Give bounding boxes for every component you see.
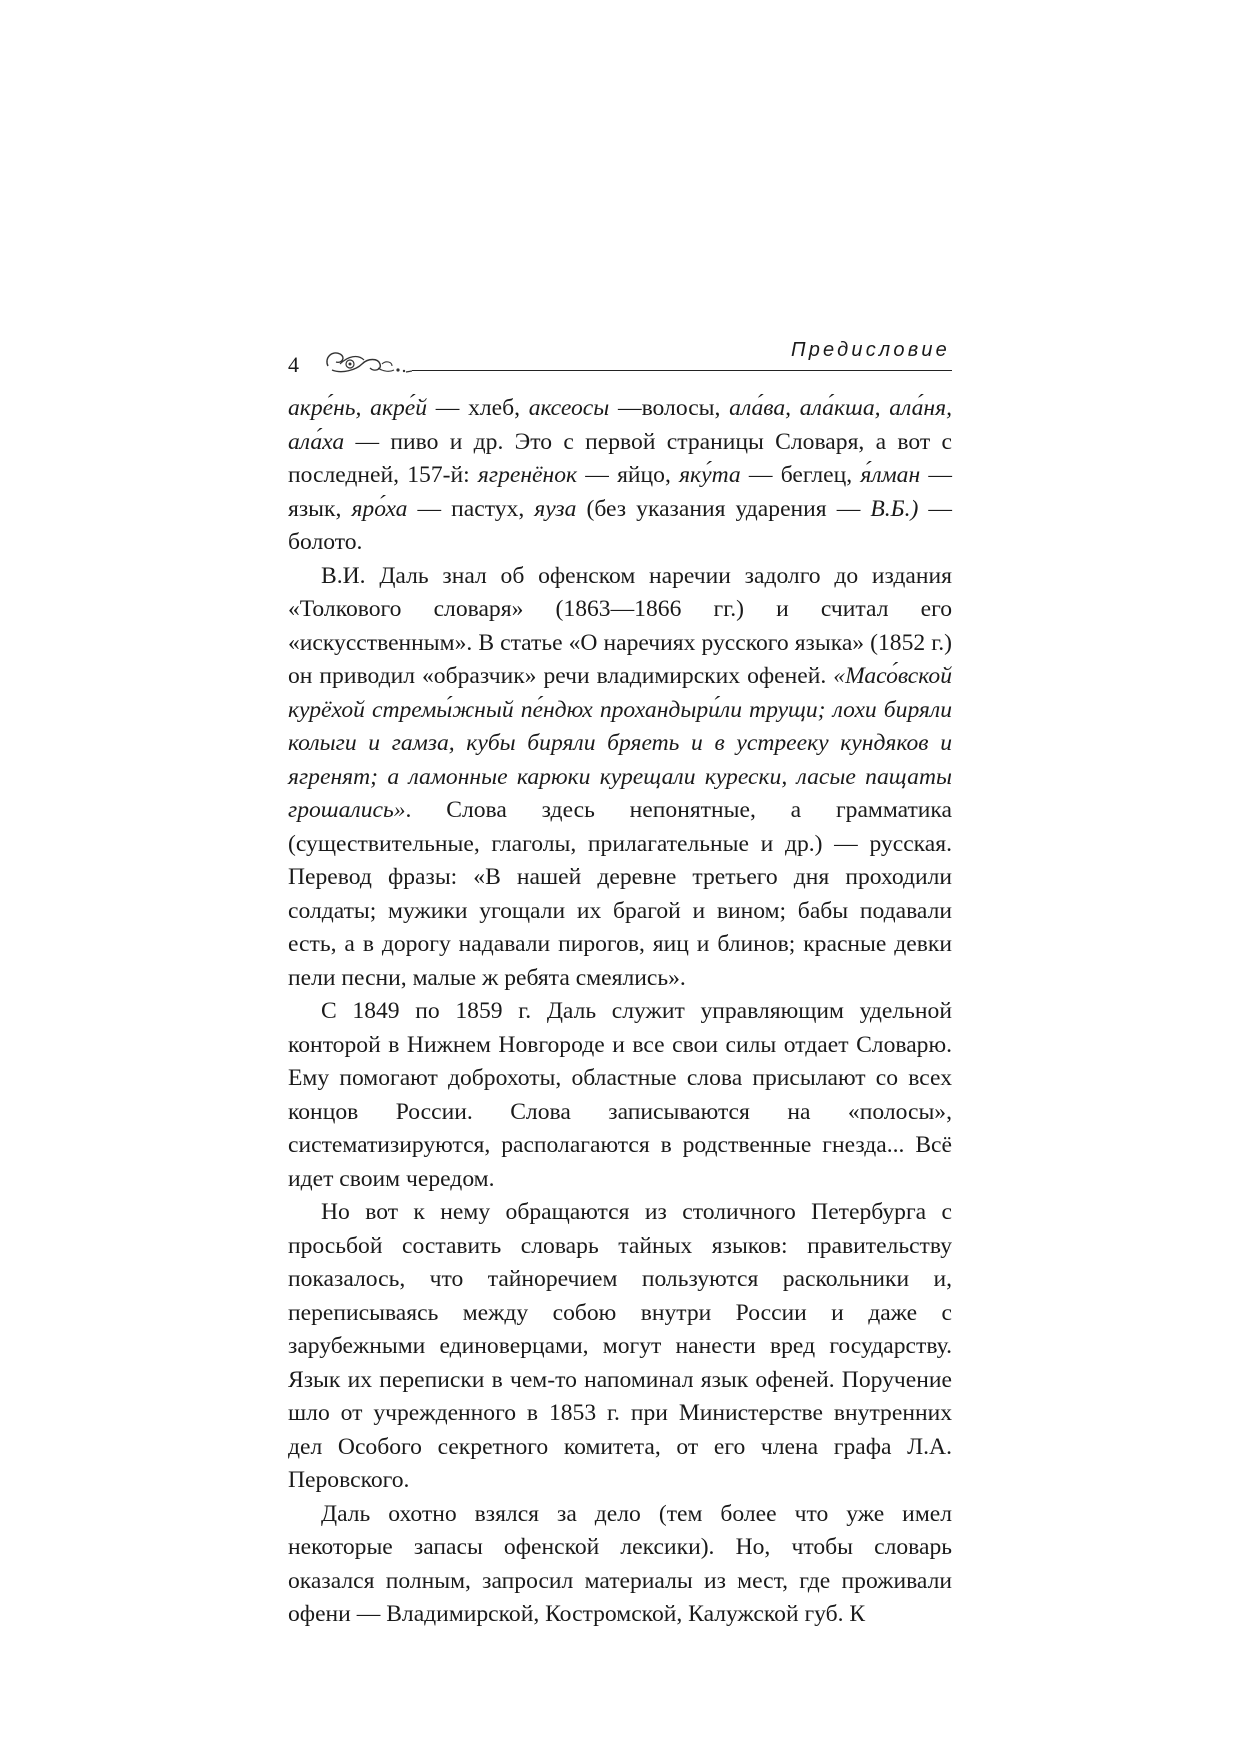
italic-text: «Масо́вской курёхой стремы́жный пе́ндюх прохандыри́ли трущи; лохи биряли колыги и гамза, кубы биряли бряеть и в устрееку кундяков и ягренят; а ламонные карюки курещали курески, ласые пащаты грошались»: [288, 663, 952, 823]
italic-text: аксеосы: [528, 395, 610, 421]
text-run: Но вот к нему обращаются из столичного Петербурга с просьбой составить словарь тайных языков: правительству показалось, что тайноречием пользуются раскольники и, переписываясь между собою внутри России и даже с зарубежными единоверцами, могут нанести вред государству. Язык их переписки в чем-то напоминал язык офеней. Поручение шло от учрежденного в 1853 г. при Министерстве внутренних дел Особого секретного комитета, от его члена графа Л.А. Перовского.: [288, 1199, 952, 1493]
italic-text: яро́ха: [351, 495, 408, 522]
paragraph: [288, 392, 952, 560]
text-run: — беглец,: [740, 462, 861, 488]
italic-text: яку́та: [679, 462, 741, 488]
text-run: Даль охотно взялся за дело (тем более что уже имел некоторые запасы офенской лексики). Но, чтобы словарь оказался полным, запросил материалы из мест, где проживали офени — Владимирской, Костромской, Калужской губ. К: [288, 1500, 952, 1627]
header-rule: [412, 370, 952, 371]
italic-text: яуза: [534, 495, 577, 522]
text-run: —волосы,: [609, 395, 730, 421]
page-header: [288, 338, 952, 378]
italic-text: акре́нь, акре́й: [288, 395, 428, 421]
running-title: Предисловие: [791, 339, 950, 361]
text-run: — пиво и др. Это с первой страницы Словаря, а вот с последней, 157-й:: [288, 428, 952, 488]
paragraph: [288, 1196, 952, 1498]
text-run: — язык,: [288, 462, 952, 522]
text-run: (без указания ударения —: [576, 495, 871, 522]
text-run: . Слова здесь непонятные, а грамматика (существительные, глаголы, прилагательные и др.) — русская. Перевод фразы: «В нашей деревне третьего дня проходили солдаты; мужики угощали их брагой и вином; бабы подавали есть, а в дорогу надавали пирогов, яиц и блинов; красные девки пели песни, малые ж ребята смеялись».: [288, 797, 952, 991]
text-run: — яйцо,: [577, 462, 680, 488]
body-text: [288, 392, 952, 1632]
text-run: — хлеб,: [427, 395, 529, 421]
page-number: 4: [288, 352, 299, 377]
paragraph: [288, 995, 952, 1196]
italic-text: ягренёнок: [477, 462, 578, 488]
italic-text: В.Б.): [870, 495, 919, 522]
floral-flourish-icon: [322, 344, 412, 378]
italic-text: я́лман: [860, 462, 921, 488]
text-run: В.И. Даль знал об офенском наречии задолго до издания «Толкового словаря» (1863—1866 гг.) и считал его «искусственным». В статье «О наречиях русского языка» (1852 г.) он приводил «образчик» речи владимирских офеней.: [288, 562, 952, 689]
paragraph: [288, 560, 952, 996]
text-run: — болото.: [288, 495, 952, 555]
text-run: — пастух,: [407, 495, 535, 522]
italic-text: ала́ва, ала́кша, ала́ня, ала́ха: [288, 395, 952, 455]
paragraph: [288, 1498, 952, 1632]
text-run: С 1849 по 1859 г. Даль служит управляющим удельной конторой в Нижнем Новгороде и все свои силы отдает Словарю. Ему помогают доброхоты, областные слова присылают со всех концов России. Слова записываются на «полосы», систематизируются, располагаются в родственные гнезда... Всё идет своим чередом.: [288, 998, 952, 1192]
